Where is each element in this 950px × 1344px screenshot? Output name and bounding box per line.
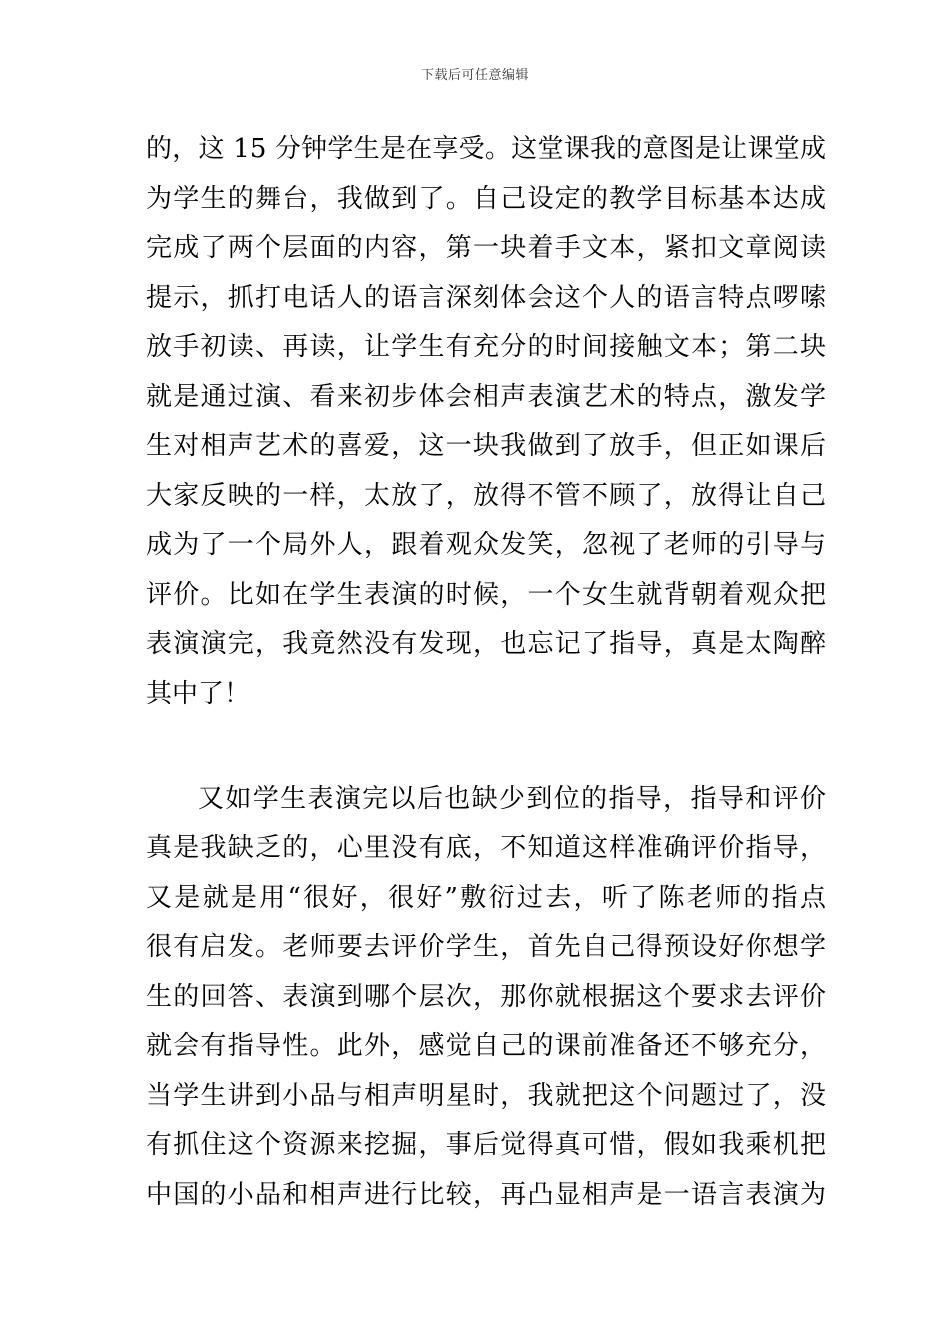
paragraph-line: 真是我缺乏的，心里没有底，不知道这样准确评价指导， bbox=[146, 833, 826, 863]
paragraph-line: 又是就是用“很好，很好”敷衍过去，听了陈老师的指点 bbox=[146, 883, 826, 913]
paragraph-line: 又如学生表演完以后也缺少到位的指导，指导和评价 bbox=[198, 784, 826, 814]
paragraph-line: 就是通过演、看来初步体会相声表演艺术的特点，激发学 bbox=[146, 382, 826, 412]
paragraph-line: 的，这 15 分钟学生是在享受。这堂课我的意图是让课堂成 bbox=[146, 134, 826, 164]
paragraph-line: 有抓住这个资源来挖掘，事后觉得真可惜，假如我乘机把 bbox=[146, 1130, 826, 1160]
paragraph-line: 生的回答、表演到哪个层次，那你就根据这个要求去评价 bbox=[146, 982, 826, 1012]
paragraph-line: 评价。比如在学生表演的时候，一个女生就背朝着观众把 bbox=[146, 580, 826, 610]
paragraph-line: 就会有指导性。此外，感觉自己的课前准备还不够充分， bbox=[146, 1031, 826, 1061]
paragraph-line: 提示，抓打电话人的语言深刻体会这个人的语言特点啰嗦 bbox=[146, 283, 826, 313]
paragraph-line: 当学生讲到小品与相声明星时，我就把这个问题过了，没 bbox=[146, 1081, 826, 1111]
paragraph-line: 其中了！ bbox=[146, 679, 251, 709]
paragraph-line: 大家反映的一样，太放了，放得不管不顾了，放得让自己 bbox=[146, 481, 826, 511]
paragraph-line: 中国的小品和相声进行比较，再凸显相声是一语言表演为 bbox=[146, 1180, 826, 1210]
paragraph-line: 为学生的舞台，我做到了。自己设定的教学目标基本达成 bbox=[146, 184, 826, 214]
paragraph-line: 完成了两个层面的内容，第一块着手文本，紧扣文章阅读 bbox=[146, 233, 826, 263]
paragraph-line: 成为了一个局外人，跟着观众发笑，忽视了老师的引导与 bbox=[146, 530, 826, 560]
paragraph-line: 生对相声艺术的喜爱，这一块我做到了放手，但正如课后 bbox=[146, 431, 826, 461]
paragraph-line: 表演演完，我竟然没有发现，也忘记了指导，真是太陶醉 bbox=[146, 629, 826, 659]
paragraph-line: 很有启发。老师要去评价学生，首先自己得预设好你想学 bbox=[146, 932, 826, 962]
header-note: 下载后可任意编辑 bbox=[420, 68, 529, 83]
paragraph-line: 放手初读、再读，让学生有充分的时间接触文本；第二块 bbox=[146, 332, 826, 362]
